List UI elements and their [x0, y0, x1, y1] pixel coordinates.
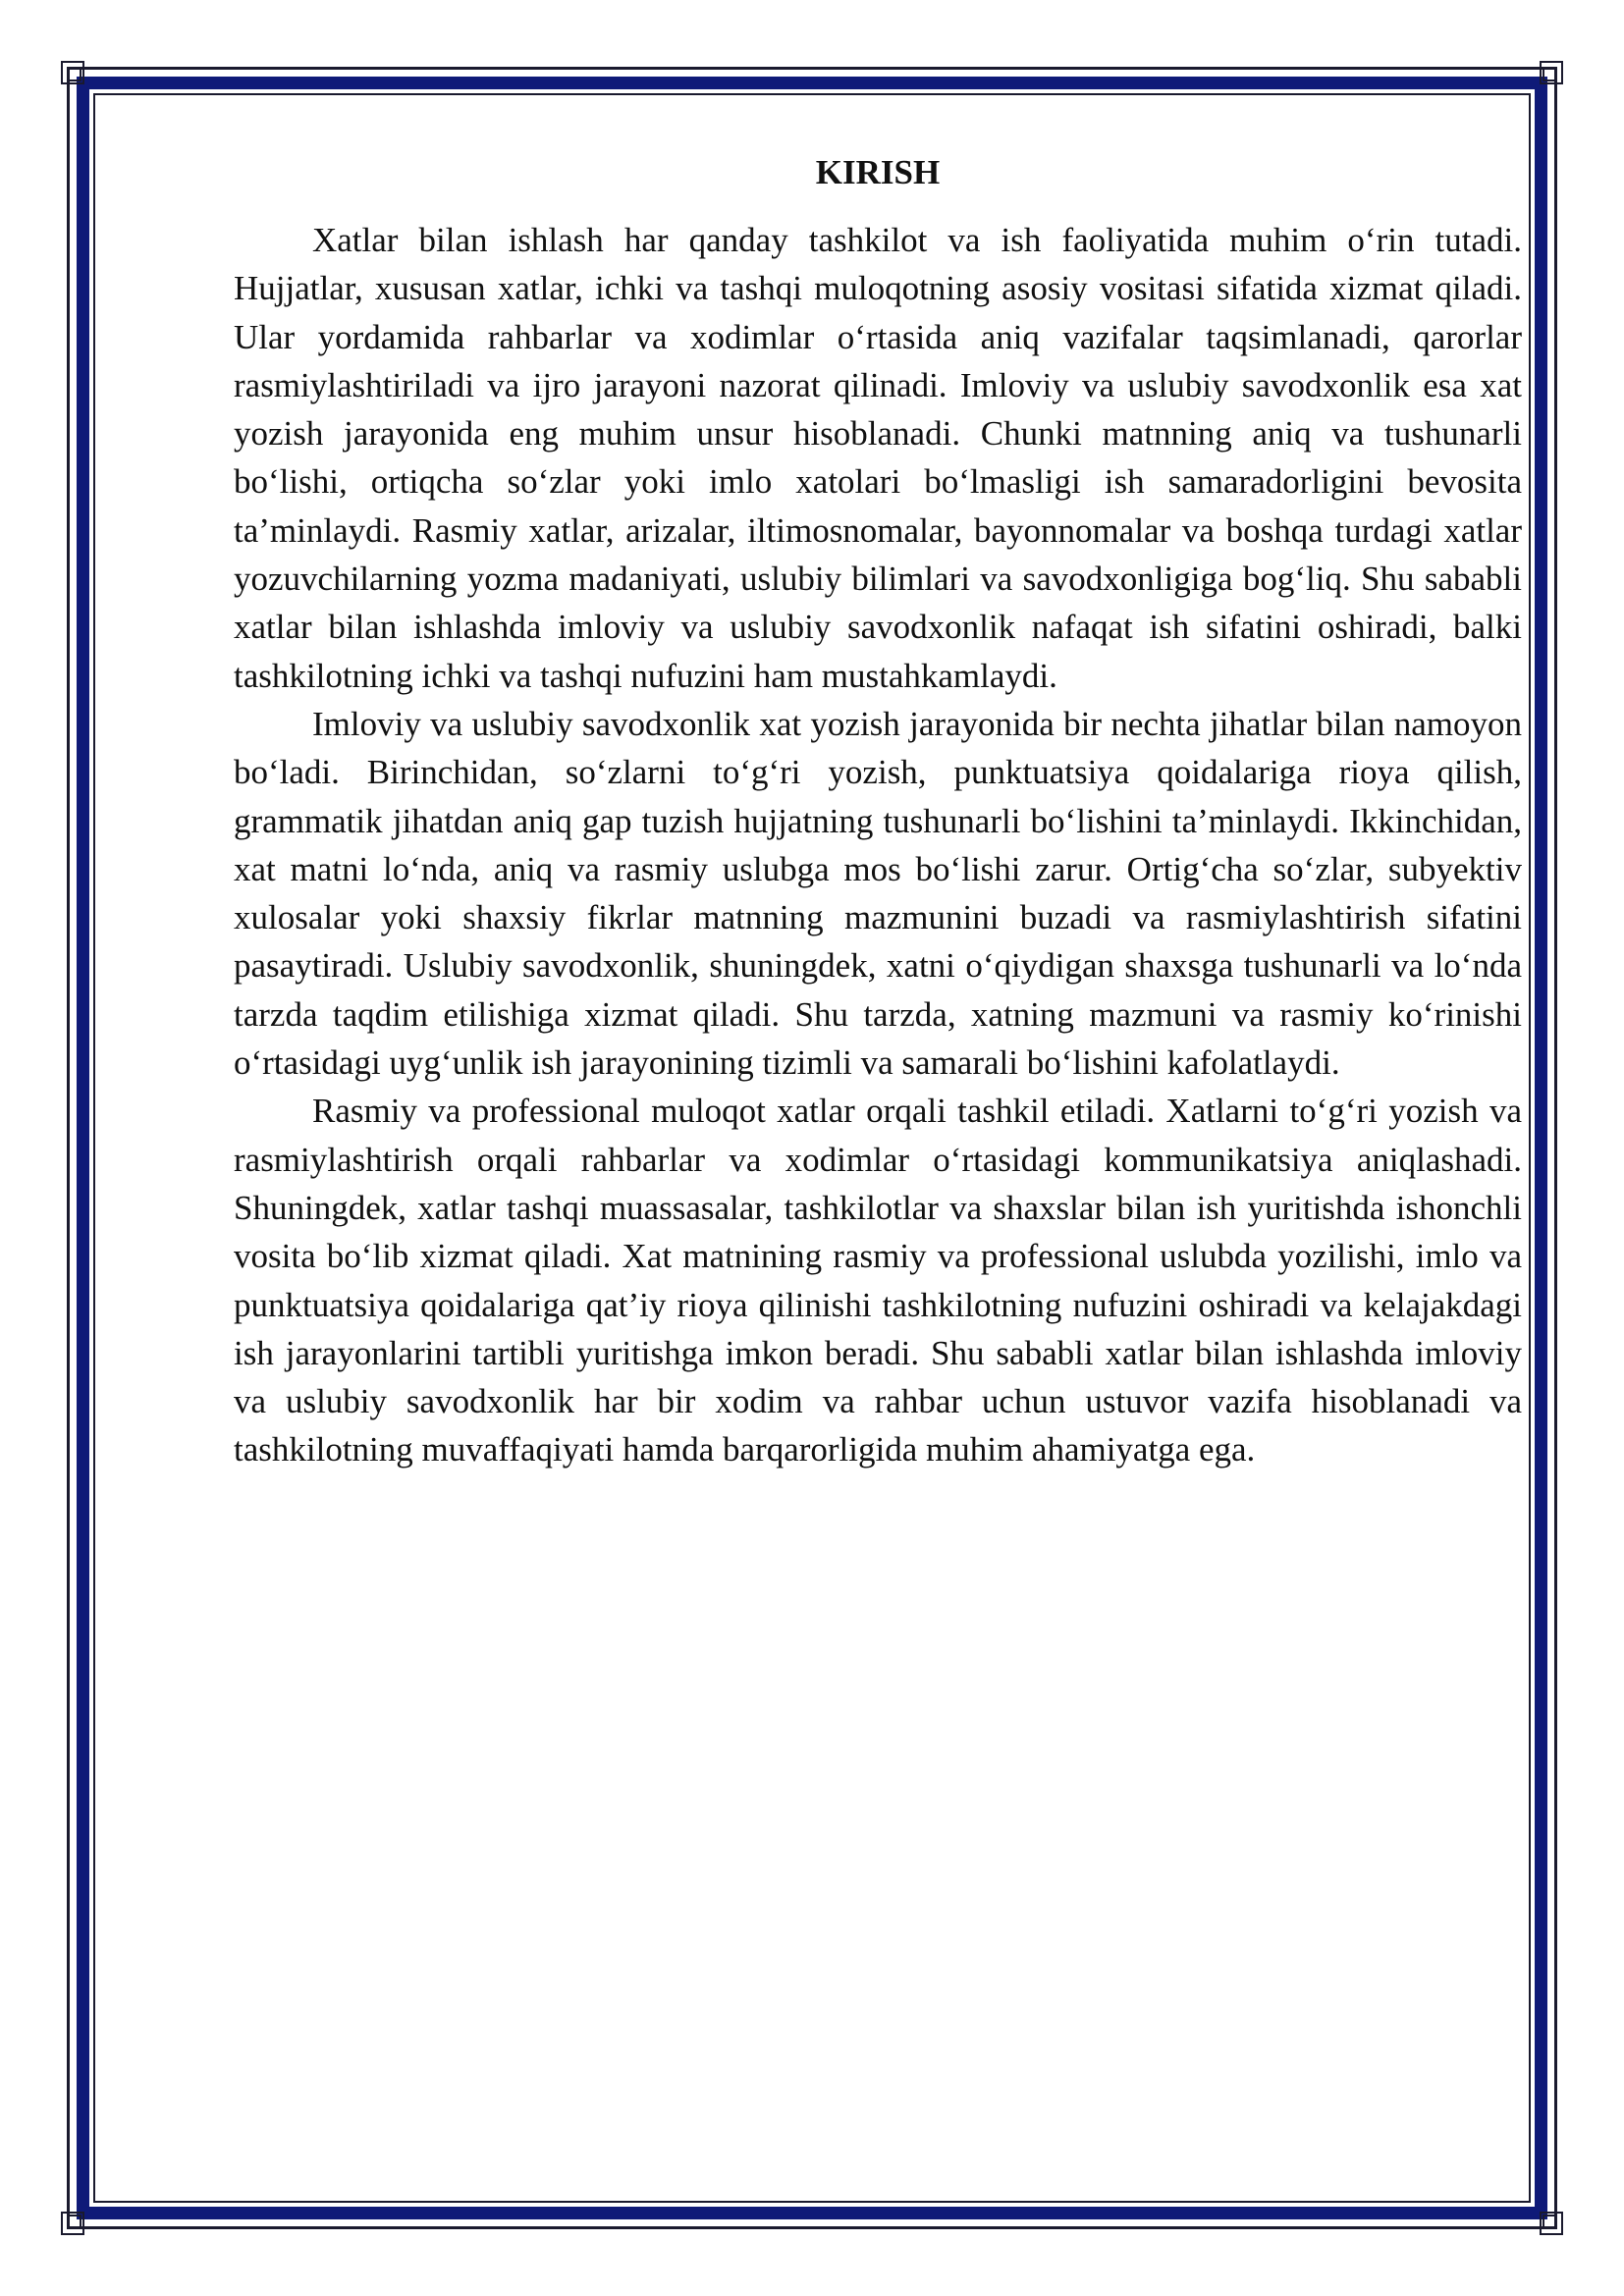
paragraph-1: Xatlar bilan ishlash har qanday tashkilot va ish faoliyatida muhim o‘rin tutadi. Hujjatlar, xususan xatlar, ichki va tashqi muloqotning asosiy vositasi sifatida xizmat qiladi. Ular yordamida rahbarlar va xodimlar o‘rtasida aniq vazifalar taqsimlanadi, qarorlar rasmiylashtiriladi va ijro jarayoni nazorat qilinadi. Imloviy va uslubiy savodxonlik esa xat yozish jarayonida eng muhim unsur hisoblanadi. Chunki matnning aniq va tushunarli bo‘lishi, ortiqcha so‘zlar yoki imlo xatolari bo‘lmasligi ish samaradorligini bevosita ta’minlaydi. Rasmiy xatlar, arizalar, iltimosnomalar, bayonnomalar va boshqa turdagi xatlar yozuvchilarning yozma madaniyati, uslubiy bilimlari va savodxonligiga bog‘liq. Shu sababli xatlar bilan ishlashda imloviy va uslubiy savodxonlik nafaqat ish sifatini oshiradi, balki tashkilotning ichki va tashqi nufuzini ham mustahkamlaydi. [234, 221, 1522, 695]
corner-ornament-top-right [1522, 61, 1563, 102]
corner-ornament-bottom-left [61, 2194, 102, 2235]
corner-ornament-top-left [61, 61, 102, 102]
document-title: KIRISH [815, 153, 941, 191]
paragraph-3: Rasmiy va professional muloqot xatlar orqali tashkil etiladi. Xatlarni to‘g‘ri yozish va rasmiylashtirish orqali rahbarlar va xodimlar o‘rtasidagi kommunikatsiya aniqlashadi. Shuningdek, xatlar tashqi muassasalar, tashkilotlar va shaxslar bilan ish yuritishda ishonchli vosita bo‘lib xizmat qiladi. Xat matnining rasmiy va professional uslubda yozilishi, imlo va punktuatsiya qoidalariga qat’iy rioya qilinishi tashkilotning nufuzini oshiradi va kelajakdagi ish jarayonlarini tartibli yuritishga imkon beradi. Shu sababli xatlar bilan ishlashda imloviy va uslubiy savodxonlik har bir xodim va rahbar uchun ustuvor vazifa hisoblanadi va tashkilotning muvaffaqiyati hamda barqarorligida muhim ahamiyatga ega. [234, 1092, 1522, 1469]
paragraph-2: Imloviy va uslubiy savodxonlik xat yozish jarayonida bir nechta jihatlar bilan namoyon bo‘ladi. Birinchidan, so‘zlarni to‘g‘ri yozish, punktuatsiya qoidalariga rioya qilish, grammatik jihatdan aniq gap tuzish hujjatning tushunarli bo‘lishini ta’minlaydi. Ikkinchidan, xat matni lo‘nda, aniq va rasmiy uslubga mos bo‘lishi zarur. Ortig‘cha so‘zlar, subyektiv xulosalar yoki shaxsiy fikrlar matnning mazmunini buzadi va rasmiylashtirish sifatini pasaytiradi. Uslubiy savodxonlik, shuningdek, xatni o‘qiydigan shaxsga tushunarli va lo‘nda tarzda taqdim etilishiga xizmat qiladi. Shu tarzda, xatning mazmuni va rasmiy ko‘rinishi o‘rtasidagi uyg‘unlik ish jarayonining tizimli va samarali bo‘lishini kafolatlaydi. [234, 704, 1522, 1083]
corner-ornament-bottom-right [1522, 2194, 1563, 2235]
document-body [234, 149, 1522, 1474]
